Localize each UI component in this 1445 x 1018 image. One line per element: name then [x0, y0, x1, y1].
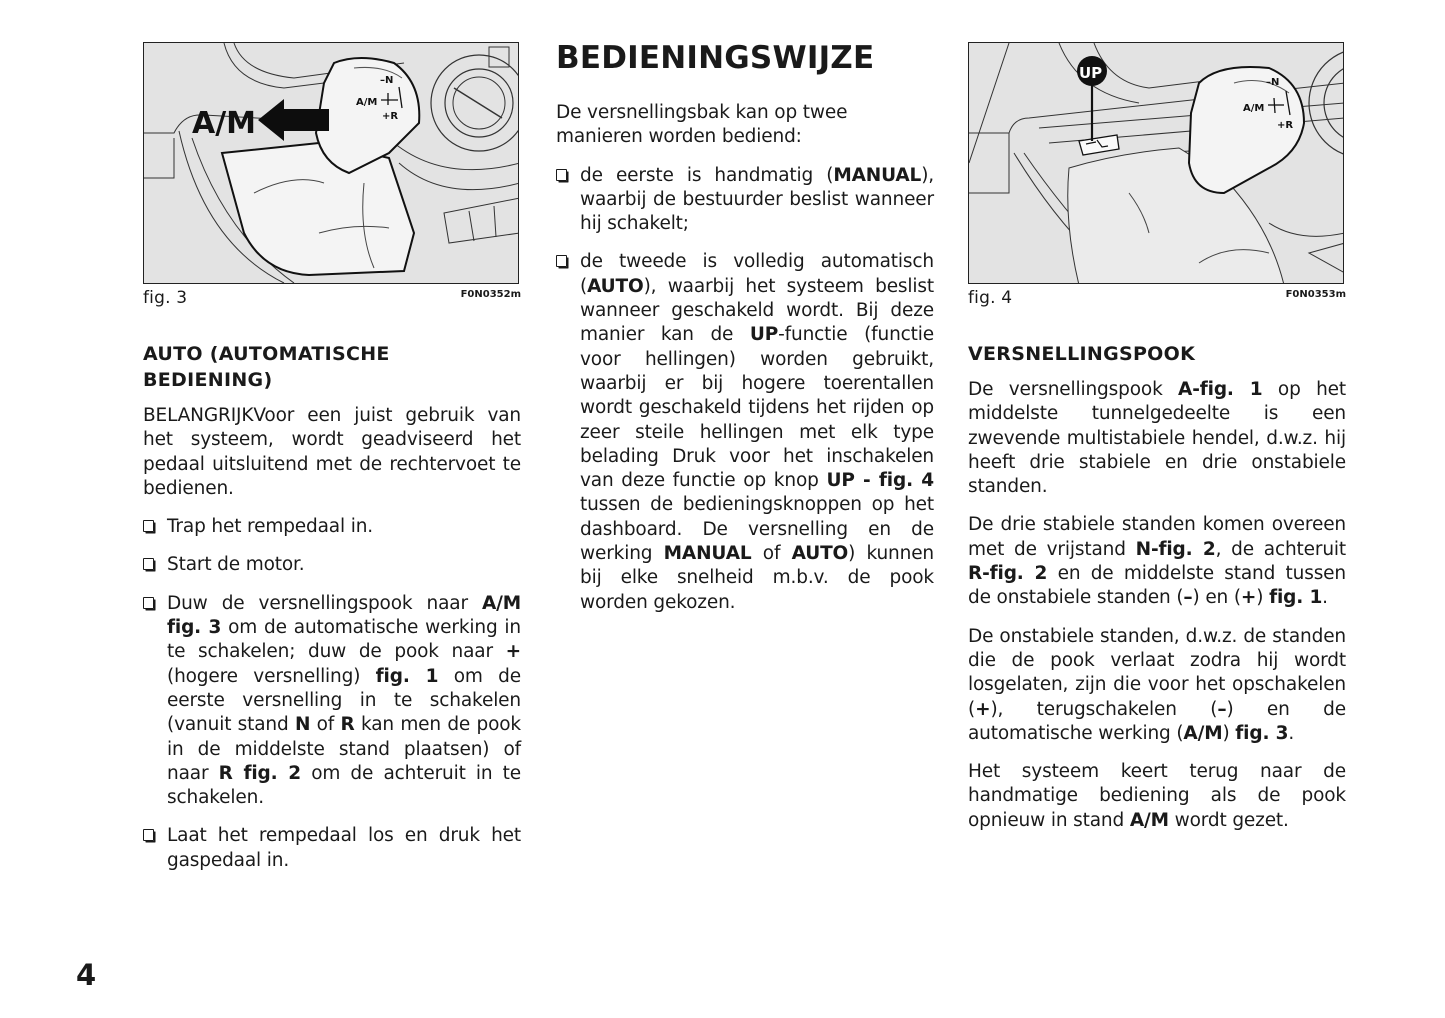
bold-run: +	[975, 698, 991, 720]
gear-lever-drawing	[144, 43, 519, 284]
up-callout-label: UP	[1079, 64, 1103, 82]
checkbox-bullet-icon	[556, 255, 567, 267]
figure-caption: fig. 4	[968, 288, 1013, 308]
figure-3-gear-lever-illustration	[143, 42, 519, 284]
list-item	[143, 553, 521, 577]
gear-lever-section	[968, 341, 1346, 833]
text-run: )	[1222, 722, 1236, 744]
text-run: -functie (functie voor hellingen) worden gebruikt, waarbij er bij hogere toerentallen wordt geschakeld tijdens het rijden op zeer steile hellingen met elk type belading Druk voor het inschakelen van deze functie op knop	[580, 324, 935, 492]
up-button-drawing	[969, 43, 1344, 284]
list-item-text: Laat het rempedaal los en druk het gaspedaal in.	[167, 825, 521, 871]
text-run: )	[1256, 587, 1270, 609]
page-title: BEDIENINGSWIJZE	[556, 40, 875, 76]
bold-run: R fig. 2	[218, 762, 301, 784]
figure-code: F0N0353m	[1285, 289, 1346, 300]
bold-run: MANUAL	[663, 543, 752, 565]
important-note: BELANGRIJKVoor een juist gebruik van het systeem, wordt geadviseerd het pedaal uitsluitend met de rechtervoet te bedienen.	[143, 405, 521, 499]
shift-label-am: A/M	[356, 97, 378, 108]
text-run: of	[310, 714, 341, 736]
text-run: of	[751, 543, 792, 565]
bold-run: AUTO	[791, 543, 849, 565]
bold-run: A/M	[1129, 809, 1169, 831]
bold-run: –	[1183, 587, 1193, 609]
text-run: Het systeem keert terug naar de handmatige bediening als de pook opnieuw in stand	[968, 761, 1346, 831]
list-item-text: Trap het rempedaal in.	[167, 516, 373, 538]
bold-run: N	[294, 714, 311, 736]
bold-run: UP - fig. 4	[826, 470, 934, 492]
list-item	[143, 592, 521, 811]
text-run: op het middelste tunnelgedeelte is een zwevende multistabiele hendel, d.w.z. hij heeft drie stabiele en drie onstabiele standen.	[968, 379, 1346, 498]
text-run: om de achteruit in te schakelen.	[167, 762, 521, 809]
text-run: De versnellingspook	[968, 379, 1179, 400]
bold-run: N-fig. 2	[1135, 538, 1216, 560]
text-run: ) en de automatische werking (	[968, 698, 1346, 744]
checkbox-bullet-icon	[143, 520, 154, 532]
text-run: de eerste is handmatig (	[580, 164, 834, 186]
text-run: en de middelste stand tussen de onstabiele standen (	[968, 563, 1346, 609]
shift-label-r: +R	[1277, 120, 1294, 131]
auto-section	[143, 341, 521, 873]
bold-run: fig. 1	[375, 665, 439, 687]
text-run: , de achteruit	[1215, 538, 1346, 560]
text-run: Duw de versnellingspook naar	[167, 592, 482, 614]
shift-label-am: A/M	[1243, 103, 1265, 114]
bold-run: R-fig. 2	[968, 563, 1048, 585]
text-run: ) en (	[1192, 587, 1241, 609]
text-run: .	[1288, 722, 1295, 744]
paragraph	[968, 378, 1346, 499]
bold-run: A-fig. 1	[1178, 379, 1263, 400]
paragraph	[968, 760, 1346, 833]
list-item-auto	[556, 250, 934, 614]
checkbox-bullet-icon	[143, 558, 154, 570]
checkbox-bullet-icon	[556, 169, 567, 181]
bold-run: fig. 1	[1269, 587, 1323, 609]
text-run: ), waarbij de bestuurder beslist wanneer hij schakelt;	[580, 164, 934, 235]
operation-section	[556, 101, 934, 615]
bold-run: R	[340, 714, 355, 736]
bold-run: MANUAL	[833, 164, 922, 186]
heading-line-2: BEDIENING)	[143, 369, 273, 391]
text-run: ), waarbij het systeem beslist wanneer geschakeld wordt. Bij deze manier kan de	[580, 275, 934, 346]
paragraph	[968, 625, 1346, 746]
bold-run: –	[1217, 698, 1227, 720]
shift-label-n: –N	[380, 75, 394, 86]
figure-caption: fig. 3	[143, 288, 188, 308]
text-run: wordt gezet.	[1168, 809, 1289, 831]
bold-run: UP	[749, 324, 779, 346]
text-run: tussen de bedieningsknoppen op het dashboard. De versnelling en de werking	[580, 494, 934, 565]
bold-run: +	[1240, 587, 1257, 609]
shift-label-r: +R	[382, 111, 399, 122]
text-run: ) kunnen bij elke snelheid m.b.v. de pook worden gekozen.	[580, 543, 935, 613]
text-run: kan men de pook in de middelste stand plaatsen) of naar	[167, 714, 521, 784]
text-run: De drie stabiele standen komen overeen met de vrijstand	[968, 514, 1346, 560]
list-item	[143, 515, 521, 539]
bold-run: AUTO	[587, 275, 644, 297]
shift-label-n: –N	[1266, 77, 1280, 88]
text-run: de tweede is volledig automatisch (	[580, 251, 934, 297]
paragraph	[968, 513, 1346, 610]
page-number: 4	[76, 958, 97, 992]
bold-run: fig. 3	[1235, 722, 1289, 744]
figure-code: F0N0352m	[460, 289, 521, 300]
bold-run: +	[505, 641, 521, 663]
checkbox-bullet-icon	[143, 829, 154, 841]
heading-line-1: AUTO (AUTOMATISCHE	[143, 343, 390, 365]
text-run: om de eerste versnelling in te schakelen (vanuit stand	[167, 665, 521, 736]
bold-run: A/M fig. 3	[167, 592, 521, 639]
section-heading-gear-lever: VERSNELLINGSPOOK	[968, 343, 1196, 365]
list-item	[143, 824, 521, 873]
text-run: De onstabiele standen, d.w.z. de standen die de pook verlaat zodra hij wordt losgelaten, zijn die voor het opschakelen (	[968, 625, 1346, 720]
bold-run: A/M	[1183, 722, 1223, 744]
list-item-text: Start de motor.	[167, 554, 305, 576]
intro-paragraph: De versnellingsbak kan op twee manieren worden bediend:	[556, 102, 848, 148]
list-item-manual	[556, 164, 934, 237]
arrow-label-am: A/M	[192, 106, 257, 141]
section-heading-auto	[143, 341, 521, 393]
text-run: om de automatische werking in te schakelen; duw de pook naar	[167, 617, 521, 663]
text-run: .	[1322, 587, 1328, 609]
text-run: ), terugschakelen (	[990, 698, 1218, 720]
text-run: (hogere versnelling)	[167, 665, 376, 687]
checkbox-bullet-icon	[143, 597, 154, 609]
figure-4-up-button-illustration	[968, 42, 1344, 284]
